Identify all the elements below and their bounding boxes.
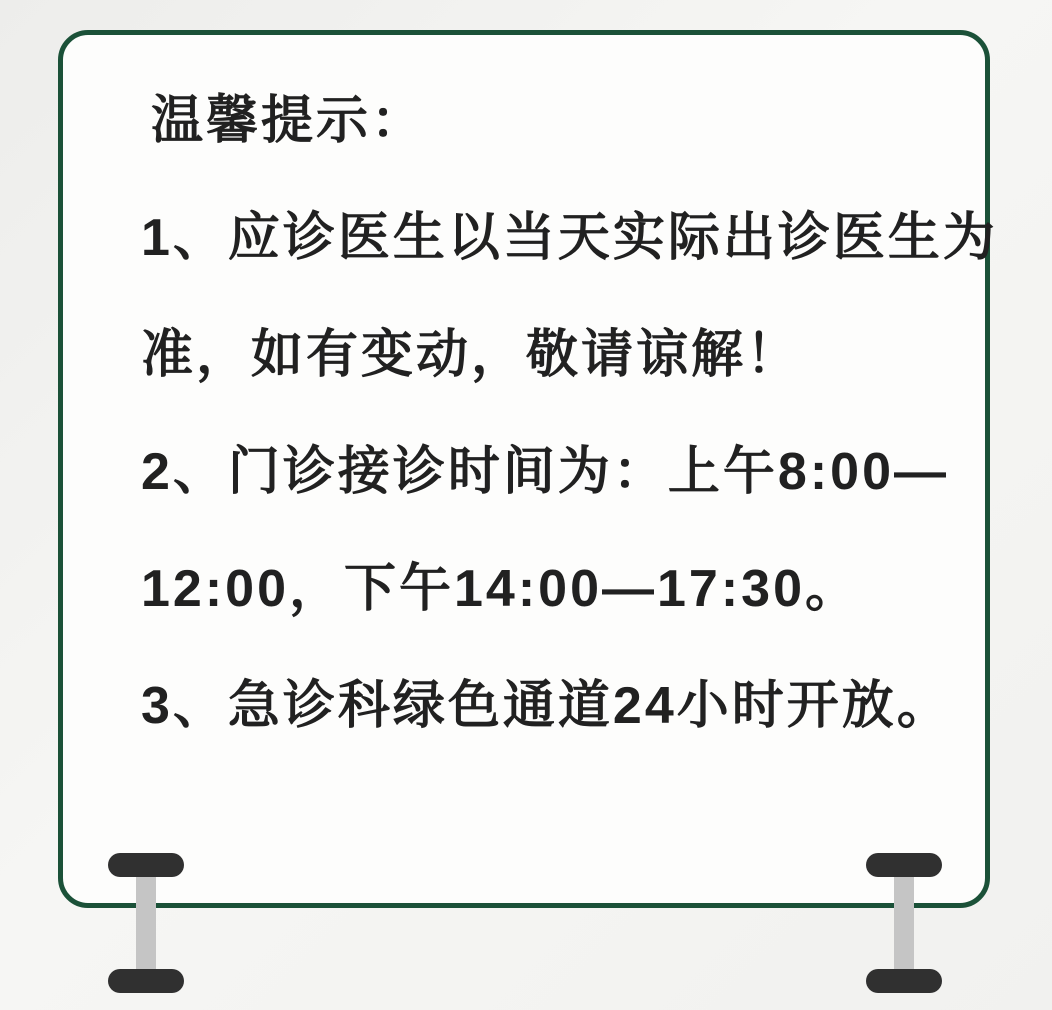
leg-post	[894, 863, 914, 985]
leg-post	[136, 863, 156, 985]
leg-cap-top	[108, 853, 184, 877]
notice-line-5: 3、急诊科绿色通道24小时开放。	[141, 677, 952, 735]
leg-cap-bottom	[866, 969, 942, 993]
notice-line-1: 1、应诊医生以当天实际出诊医生为	[141, 209, 998, 267]
board-leg-left	[108, 853, 184, 993]
notice-line-3: 2、门诊接诊时间为：上午8:00—	[141, 443, 949, 501]
notice-board-content	[63, 35, 998, 797]
leg-cap-bottom	[108, 969, 184, 993]
leg-cap-top	[866, 853, 942, 877]
notice-line-2: 准，如有变动，敬请谅解！	[141, 326, 802, 384]
board-leg-right	[866, 853, 942, 993]
notice-board	[58, 30, 998, 908]
notice-title: 温馨提示：	[151, 92, 427, 150]
notice-line-4: 12:00，下午14:00—17:30。	[141, 560, 860, 618]
